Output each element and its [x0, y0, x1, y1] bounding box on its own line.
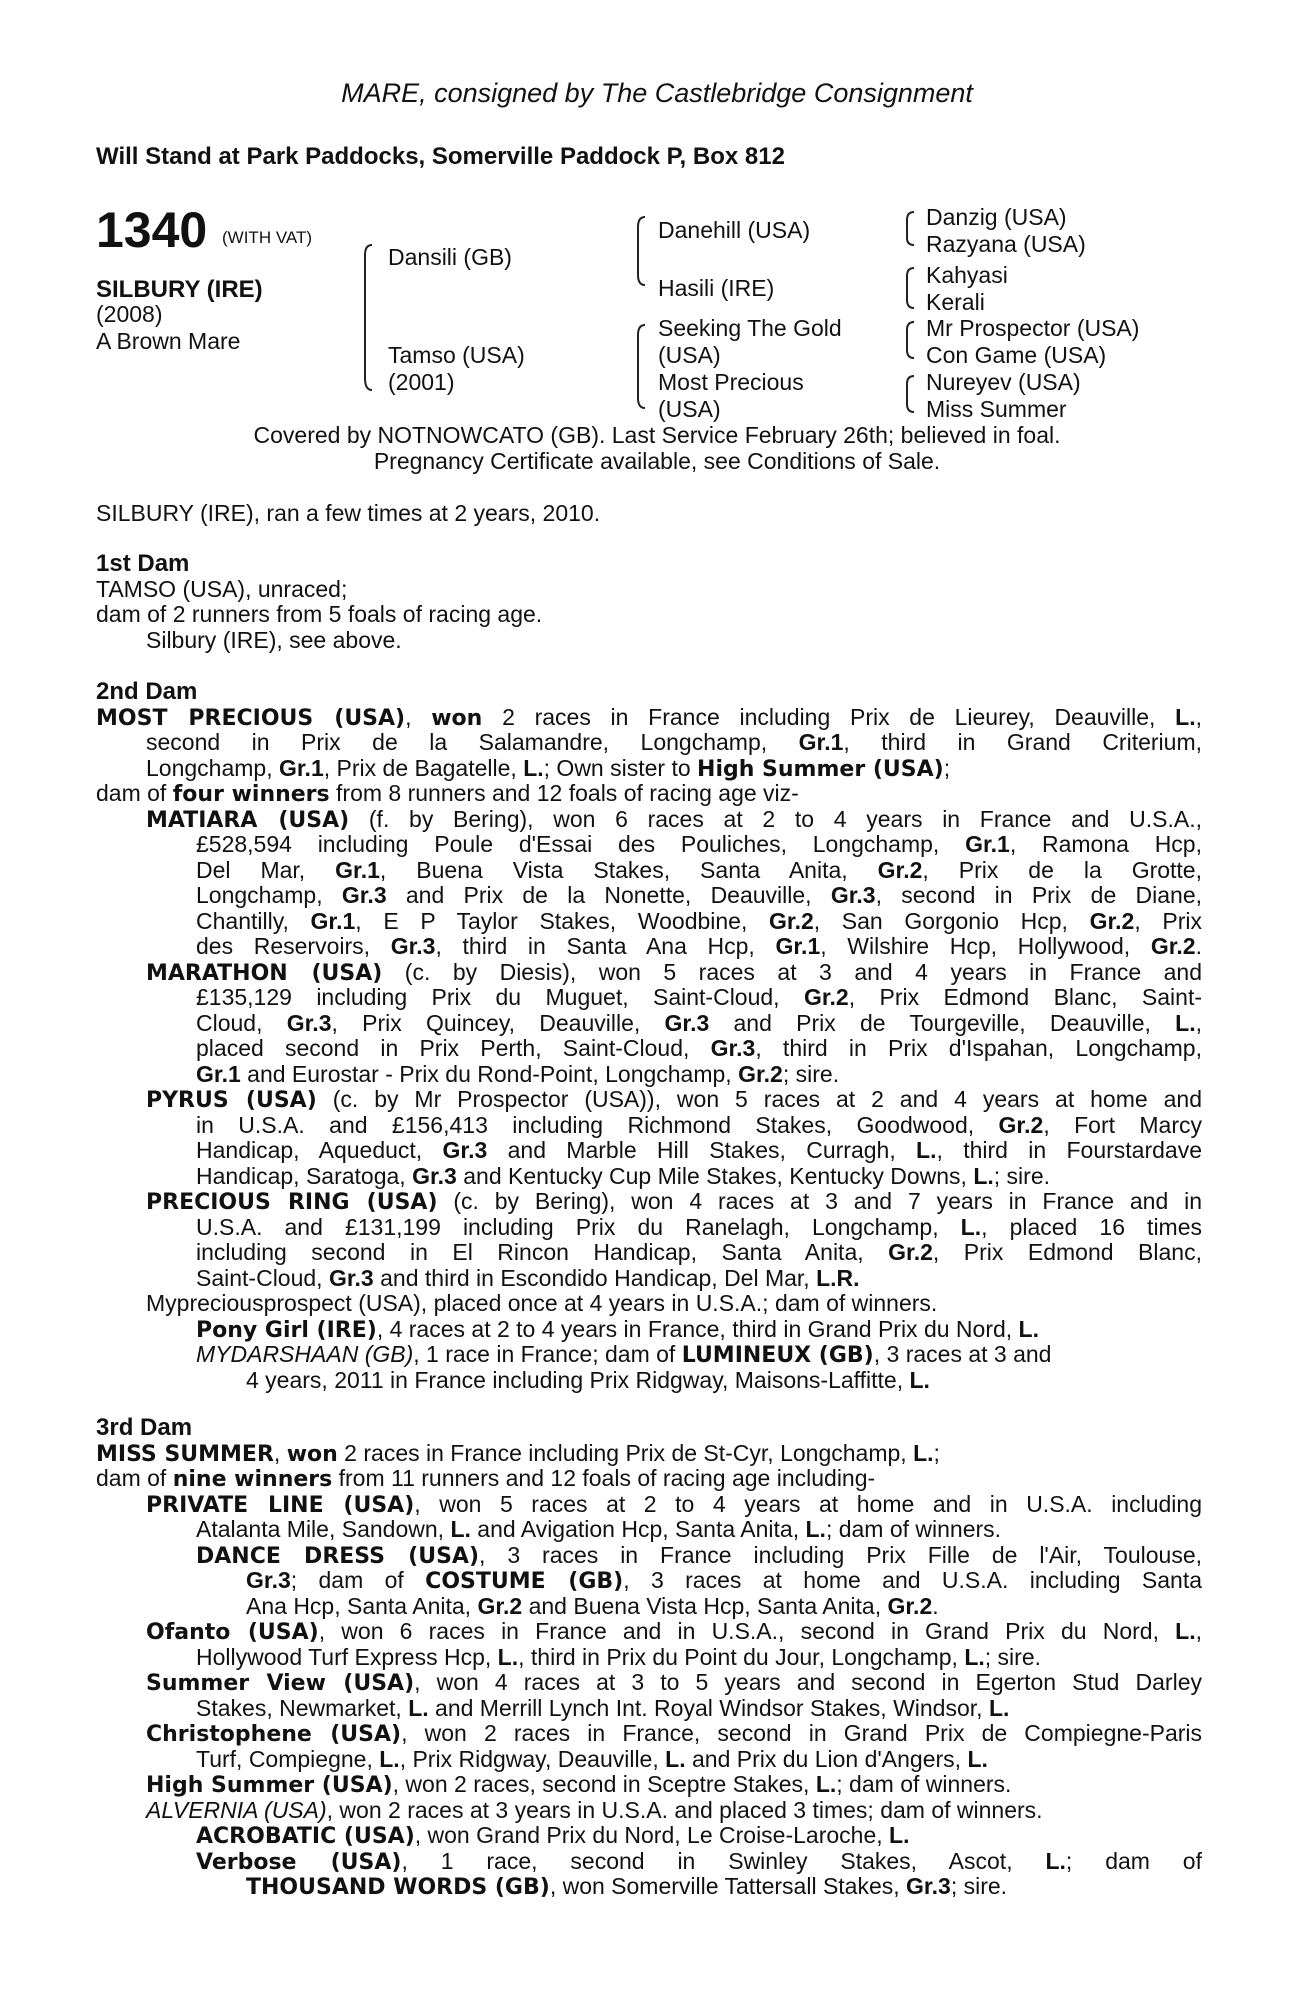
pedigree-bracket-g1 [907, 212, 914, 245]
second-dam-line: Del Mar, Gr.1, Buena Vista Stakes, Santa Anita, Gr.2, Prix de la Grotte, [196, 857, 1202, 883]
pedigree-bracket-gen1 [365, 245, 372, 390]
race-record: SILBURY (IRE), ran a few times at 2 years, 2010. [96, 500, 601, 526]
third-dam-line: dam of nine winners from 11 runners and 12 foals of racing age including- [96, 1465, 876, 1492]
third-dam-heading: 3rd Dam [96, 1414, 193, 1441]
pedigree-g5: Mr Prospector (USA) [926, 315, 1140, 341]
pedigree-g8: Miss Summer [926, 396, 1067, 422]
third-dam-line: MISS SUMMER, won 2 races in France including Prix de St-Cyr, Longchamp, L.; [96, 1439, 940, 1467]
third-dam-line: ALVERNIA (USA), won 2 races at 3 years in U.S.A. and placed 3 times; dam of winners. [146, 1796, 1043, 1823]
second-dam-line: Handicap, Saratoga, Gr.3 and Kentucky Cup Mile Stakes, Kentucky Downs, L.; sire. [196, 1162, 1051, 1189]
pedigree-dam-sire-cont: (USA) [658, 342, 721, 368]
first-dam-line: Silbury (IRE), see above. [146, 626, 402, 653]
lot-number: 1340 [96, 202, 208, 258]
third-dam-line: High Summer (USA), won 2 races, second in Sceptre Stakes, L.; dam of winners. [146, 1771, 1012, 1798]
second-dam-line: Gr.1 and Eurostar - Prix du Rond-Point, Longchamp, Gr.2; sire. [196, 1060, 840, 1087]
pedigree-g4: Kerali [926, 289, 985, 315]
pedigree-g2: Razyana (USA) [926, 231, 1086, 257]
third-dam-line: THOUSAND WORDS (GB), won Somerville Tattersall Stakes, Gr.3; sire. [246, 1873, 1008, 1900]
third-dam-line: Summer View (USA), won 4 races at 3 to 5 years and second in Egerton Stud Darley [146, 1670, 1202, 1696]
pedigree-bracket-g2 [907, 268, 914, 308]
pedigree-bracket-gen2-sire [638, 217, 645, 285]
second-dam-line: placed second in Prix Perth, Saint-Cloud, Gr.3, third in Prix d'Ispahan, Longchamp, [196, 1036, 1202, 1061]
second-dam-line: Chantilly, Gr.1, E P Taylor Stakes, Woodbine, Gr.2, San Gorgonio Hcp, Gr.2, Prix [196, 908, 1202, 934]
third-dam-line: Turf, Compiegne, L., Prix Ridgway, Deauville, L. and Prix du Lion d'Angers, L. [196, 1745, 988, 1772]
second-dam-line: Pony Girl (IRE), 4 races at 2 to 4 years in France, third in Grand Prix du Nord, L. [196, 1315, 1039, 1343]
second-dam-line: U.S.A. and £131,199 including Prix du Ranelagh, Longchamp, L., placed 16 times [196, 1214, 1202, 1240]
third-dam-line: Christophene (USA), won 2 races in France, second in Grand Prix de Compiegne-Paris [146, 1721, 1202, 1747]
first-dam-heading: 1st Dam [96, 550, 190, 577]
third-dam-line: Gr.3; dam of COSTUME (GB), 3 races at home and U.S.A. including Santa [246, 1568, 1202, 1594]
third-dam-line: DANCE DRESS (USA), 3 races in France including Prix Fille de l'Air, Toulouse, [196, 1542, 1202, 1568]
second-dam-line: MATIARA (USA) (f. by Bering), won 6 races at 2 to 4 years in France and U.S.A., [146, 806, 1202, 832]
pedigree-g7: Nureyev (USA) [926, 369, 1081, 395]
second-dam-line: £135,129 including Prix du Muguet, Saint-Cloud, Gr.2, Prix Edmond Blanc, Saint- [196, 985, 1202, 1010]
vat-label: (WITH VAT) [222, 228, 313, 247]
first-dam-line: dam of 2 runners from 5 foals of racing age. [96, 601, 543, 627]
pedigree-g3: Kahyasi [926, 262, 1008, 288]
horse-year: (2008) [96, 301, 163, 327]
third-dam-line: ACROBATIC (USA), won Grand Prix du Nord, Le Croise-Laroche, L. [196, 1822, 910, 1849]
third-dam-line: Stakes, Newmarket, L. and Merrill Lynch Int. Royal Windsor Stakes, Windsor, L. [196, 1694, 1010, 1721]
third-dam-line: Hollywood Turf Express Hcp, L., third in Prix du Point du Jour, Longchamp, L.; sire. [196, 1643, 1042, 1670]
third-dam-line: Verbose (USA), 1 race, second in Swinley Stakes, Ascot, L.; dam of [196, 1848, 1202, 1874]
first-dam-line: TAMSO (USA), unraced; [96, 575, 348, 602]
consignment-header: MARE, consigned by The Castlebridge Consignment [341, 78, 973, 108]
pedigree-dam-dam: Most Precious [658, 369, 804, 395]
stand-location: Will Stand at Park Paddocks, Somerville Paddock P, Box 812 [96, 143, 785, 170]
second-dam-line: PYRUS (USA) (c. by Mr Prospector (USA)), won 5 races at 2 and 4 years at home and [146, 1087, 1202, 1113]
second-dam-heading: 2nd Dam [96, 678, 198, 705]
pedigree-brackets [0, 0, 1314, 440]
third-dam-line: Atalanta Mile, Sandown, L. and Avigation Hcp, Santa Anita, L.; dam of winners. [196, 1516, 1002, 1542]
second-dam-line: 4 years, 2011 in France including Prix Ridgway, Maisons-Laffitte, L. [246, 1366, 930, 1393]
pedigree-bracket-gen2-dam [638, 325, 645, 408]
pedigree-g1: Danzig (USA) [926, 204, 1067, 230]
pedigree-dam-dam-cont: (USA) [658, 396, 721, 422]
third-dam-section [96, 1415, 1202, 1900]
second-dam-line: second in Prix de la Salamandre, Longchamp, Gr.1, third in Grand Criterium, [146, 730, 1202, 755]
pregnancy-certificate: Pregnancy Certificate available, see Conditions of Sale. [373, 448, 941, 474]
second-dam-line: MARATHON (USA) (c. by Diesis), won 5 races at 3 and 4 years in France and [146, 959, 1202, 985]
pedigree-dam: Tamso (USA) [388, 342, 525, 368]
second-dam-line: Cloud, Gr.3, Prix Quincey, Deauville, Gr.3 and Prix de Tourgeville, Deauville, L., [196, 1010, 1202, 1036]
second-dam-line: Longchamp, Gr.1, Prix de Bagatelle, L.; Own sister to High Summer (USA); [146, 754, 951, 782]
second-dam-line: Handicap, Aqueduct, Gr.3 and Marble Hill Stakes, Curragh, L., third in Fourstardave [196, 1138, 1202, 1163]
horse-name: SILBURY (IRE) [96, 276, 263, 303]
second-dam-line: including second in El Rincon Handicap, Santa Anita, Gr.2, Prix Edmond Blanc, [196, 1240, 1202, 1265]
pedigree-sire-sire: Danehill (USA) [658, 217, 811, 243]
first-dam-section [96, 551, 1202, 653]
third-dam-line: Ofanto (USA), won 6 races in France and in U.S.A., second in Grand Prix du Nord, L., [146, 1619, 1202, 1645]
second-dam-section [96, 679, 1202, 1393]
horse-description: A Brown Mare [96, 328, 241, 354]
second-dam-line: £528,594 including Poule d'Essai des Pouliches, Longchamp, Gr.1, Ramona Hcp, [196, 832, 1202, 857]
pedigree-dam-sire: Seeking The Gold [658, 315, 842, 341]
pedigree-sire-dam: Hasili (IRE) [658, 275, 775, 301]
second-dam-line: dam of four winners from 8 runners and 12 foals of racing age viz- [96, 780, 799, 807]
covering-info: Covered by NOTNOWCATO (GB). Last Service February 26th; believed in foal. [253, 422, 1061, 448]
second-dam-line: Mypreciousprospect (USA), placed once at 4 years in U.S.A.; dam of winners. [146, 1290, 938, 1316]
pedigree-dam-year: (2001) [388, 369, 455, 395]
third-dam-line: Ana Hcp, Santa Anita, Gr.2 and Buena Vista Hcp, Santa Anita, Gr.2. [246, 1592, 939, 1619]
pedigree-bracket-g4 [907, 376, 914, 412]
pedigree-bracket-g3 [907, 322, 914, 358]
third-dam-line: PRIVATE LINE (USA), won 5 races at 2 to 4 years at home and in U.S.A. including [146, 1491, 1202, 1517]
second-dam-line: PRECIOUS RING (USA) (c. by Bering), won 4 races at 3 and 7 years in France and in [146, 1189, 1202, 1215]
second-dam-line: Saint-Cloud, Gr.3 and third in Escondido Handicap, Del Mar, L.R. [196, 1264, 860, 1291]
second-dam-line: in U.S.A. and £156,413 including Richmond Stakes, Goodwood, Gr.2, Fort Marcy [196, 1112, 1202, 1138]
second-dam-line: Longchamp, Gr.3 and Prix de la Nonette, Deauville, Gr.3, second in Prix de Diane, [196, 883, 1202, 908]
second-dam-line: des Reservoirs, Gr.3, third in Santa Ana Hcp, Gr.1, Wilshire Hcp, Hollywood, Gr.2. [196, 934, 1202, 959]
pedigree-g6: Con Game (USA) [926, 342, 1107, 368]
second-dam-line: MYDARSHAAN (GB), 1 race in France; dam of LUMINEUX (GB), 3 races at 3 and [196, 1341, 1052, 1368]
second-dam-line: MOST PRECIOUS (USA), won 2 races in France including Prix de Lieurey, Deauville, L., [96, 704, 1202, 730]
pedigree-sire: Dansili (GB) [388, 244, 512, 270]
